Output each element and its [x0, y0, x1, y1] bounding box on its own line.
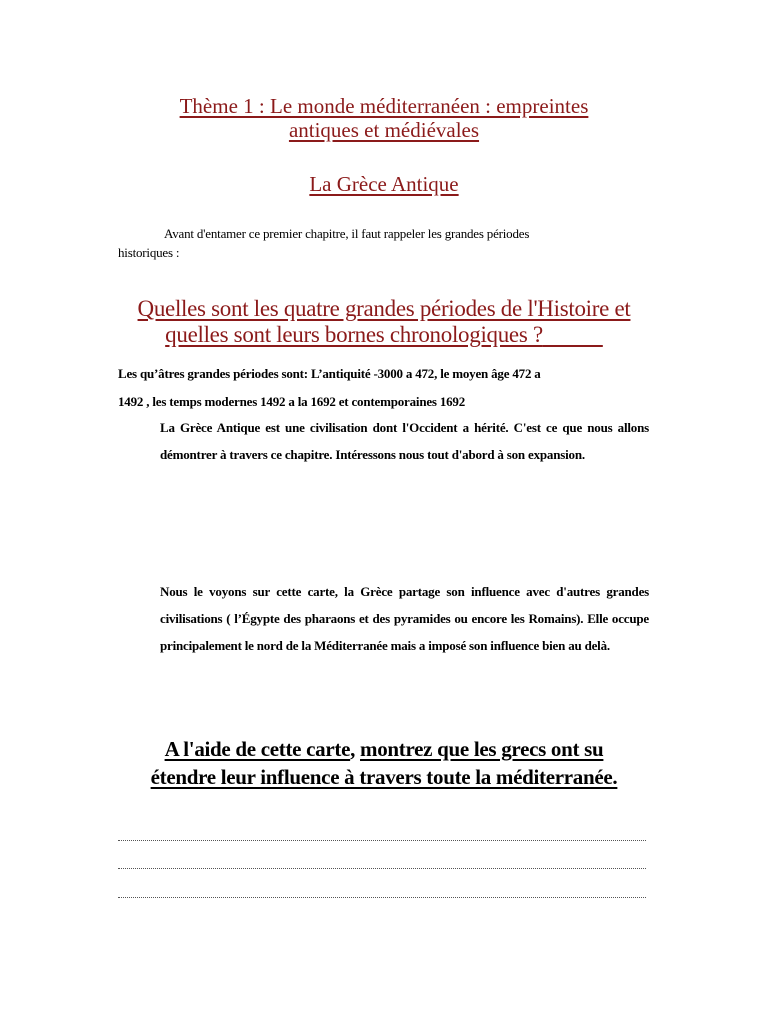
question-line-2: quelles sont leurs bornes chronologiques ?	[0, 322, 768, 348]
paragraph-heritage-text: La Grèce Antique est une civilisation dont l'Occident a hérité. C'est ce que nous allons démontrer à travers ce chapitre. Intéressons nous tout d'abord à son expansion.	[160, 420, 649, 462]
periods-answer-line-1: Les qu’âtres grandes périodes sont: L’antiquité -3000 a 472, le moyen âge 472 a	[118, 366, 541, 381]
theme-title-line-2: antiques et médiévales	[288, 118, 480, 142]
task-line-1	[0, 736, 768, 763]
chapter-title: La Grèce Antique	[309, 172, 459, 196]
answer-line-3[interactable]	[118, 897, 646, 898]
task-part-1: A l'aide de cette carte	[164, 737, 351, 761]
paragraph-map	[118, 578, 649, 659]
answer-line-2[interactable]	[118, 868, 646, 869]
periods-answer-line-2: 1492 , les temps modernes 1492 a la 1692 et contemporaines 1692	[118, 394, 466, 409]
answer-line-1[interactable]	[118, 840, 646, 841]
question-underline-tail	[543, 322, 603, 347]
task-part-2: ,	[350, 737, 361, 761]
theme-title-line-1: Thème 1 : Le monde méditerranéen : empreintes	[179, 94, 589, 118]
question-line-1: Quelles sont les quatre grandes périodes de l'Histoire et	[137, 296, 631, 321]
paragraph-heritage	[118, 414, 649, 468]
intro-paragraph	[118, 224, 578, 262]
intro-line-2: historiques :	[118, 245, 180, 260]
task-line-2-text: étendre leur influence à travers toute la méditerranée.	[150, 765, 618, 789]
task-part-3: montrez que les grecs ont su	[360, 737, 604, 761]
task-line-2	[0, 764, 768, 791]
paragraph-map-text: Nous le voyons sur cette carte, la Grèce partage son influence avec d'autres grandes civilisations ( l’Égypte des pharaons et des pyramides ou encore les Romains). Elle occupe principalement le nord de la Méditerranée mais a imposé son influence bien au delà.	[160, 584, 649, 653]
intro-line-1: Avant d'entamer ce premier chapitre, il faut rappeler les grandes périodes	[164, 226, 530, 241]
